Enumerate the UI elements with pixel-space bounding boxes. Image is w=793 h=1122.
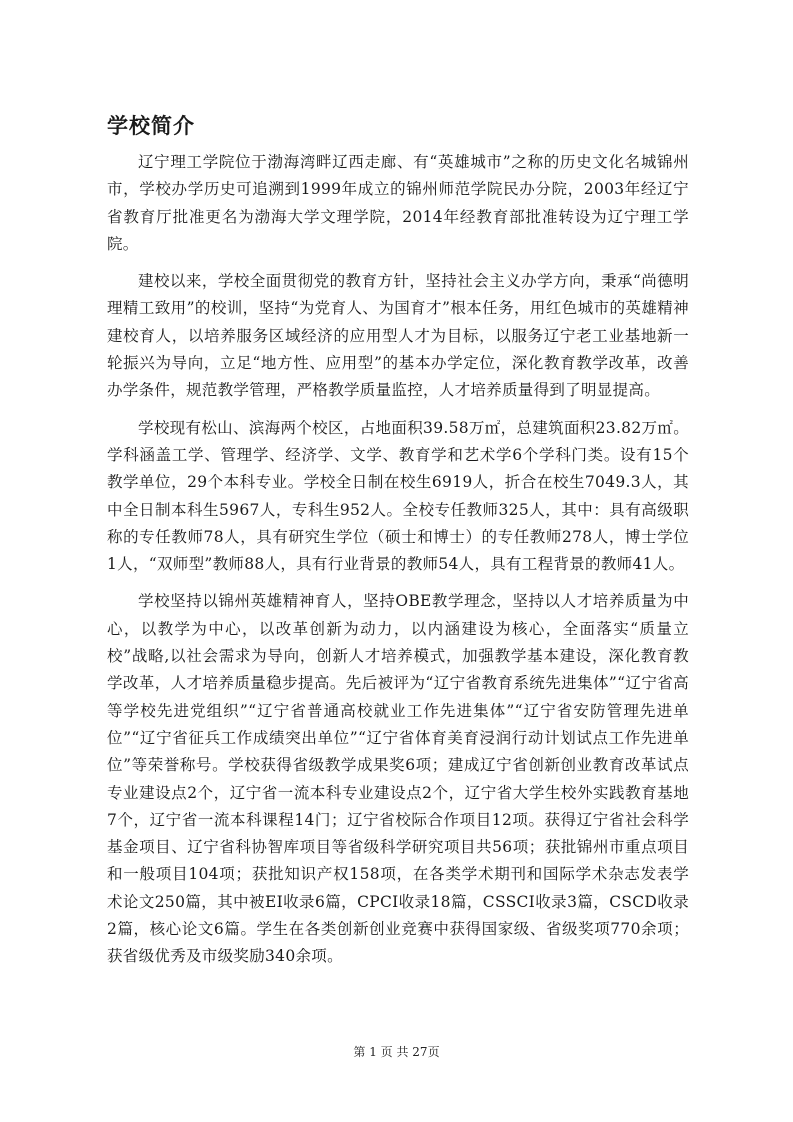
paragraph-location-history: 辽宁理工学院位于渤海湾畔辽西走廊、有“英雄城市”之称的历史文化名城锦州市，学校办学历史可追溯到1999年成立的锦州师范学院民办分院，2003年经辽宁省教育厅批准更名为渤海大学文理学院，2014年经教育部批准转设为辽宁理工学院。	[107, 153, 689, 253]
paragraph-achievements: 学校坚持以锦州英雄精神育人，坚持OBE教学理念，坚持以人才培养质量为中心，以教学为中心，以改革创新为动力，以内涵建设为核心，全面落实“质量立校”战略,以社会需求为导向，创新人才培养模式，加强教学基本建设，深化教育教学改革，人才培养质量稳步提高。先后被评为“辽宁省教育系统先进集体”“辽宁省高等学校先进党组织”“辽宁省普通高校就业工作先进集体”“辽宁省安防管理先进单位”“辽宁省征兵工作成绩突出单位”“辽宁省体育美育浸润行动计划试点工作先进单位”等荣誉称号。学校获得省级教学成果奖6项；建成辽宁省创新创业教育改革试点专业建设点2个，辽宁省一流本科专业建设点2个，辽宁省大学生校外实践教育基地7个，辽宁省一流本科课程14门；辽宁省校际合作项目12项。获得辽宁省社会科学基金项目、辽宁省科协智库项目等省级科学研究项目共56项；获批锦州市重点项目和一般项目104项；获批知识产权158项，在各类学术期刊和国际学术杂志发表学术论文250篇，其中被EI收录6篇，CPCI收录18篇，CSSCI收录3篇，CSCD收录2篇，核心论文6篇。学生在各类创新创业竞赛中获得国家级、省级奖项770余项；获省级优秀及市级奖励340余项。	[107, 592, 689, 966]
page-footer	[0, 1044, 793, 1060]
page-title: 学校简介	[107, 114, 195, 138]
page-number: 第 1 页 共 27页	[353, 1045, 440, 1059]
paragraph-campus-statistics: 学校现有松山、滨海两个校区，占地面积39.58万㎡，总建筑面积23.82万㎡。学科涵盖工学、管理学、经济学、文学、教育学和艺术学6个学科门类。设有15个教学单位，29个本科专业。学校全日制在校生6919人，折合在校生7049.3人，其中全日制本科生5967人，专科生952人。全校专任教师325人，其中：具有高级职称的专任教师78人，具有研究生学位（硕士和博士）的专任教师278人，博士学位1人，“双师型”教师88人，具有行业背景的教师54人，具有工程背景的教师41人。	[107, 418, 689, 574]
paragraph-mission: 建校以来，学校全面贯彻党的教育方针，坚持社会主义办学方向，秉承“尚德明理精工致用”的校训，坚持“为党育人、为国育才”根本任务，用红色城市的英雄精神建校育人，以培养服务区域经济的应用型人才为目标，以服务辽宁老工业基地新一轮振兴为导向，立足“地方性、应用型”的基本办学定位，深化教育教学改革，改善办学条件，规范教学管理，严格教学质量监控，人才培养质量得到了明显提高。	[107, 272, 689, 400]
document-body	[107, 149, 689, 981]
